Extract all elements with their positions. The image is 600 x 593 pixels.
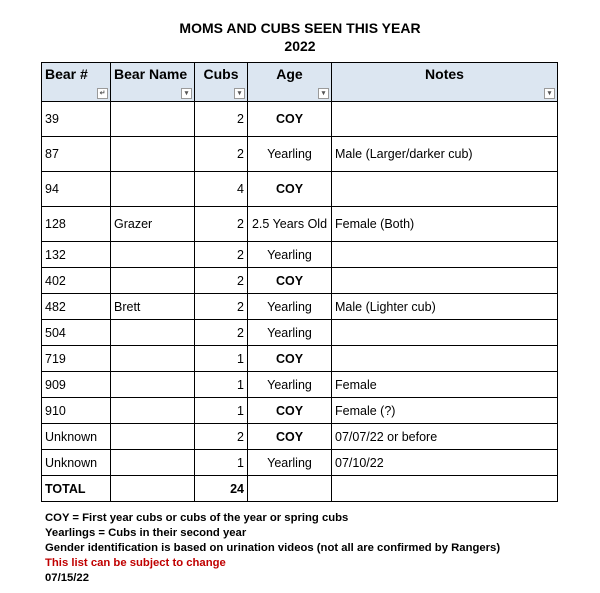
cell-bear-number: 910 [42, 398, 111, 424]
cell-bear-number: 402 [42, 268, 111, 294]
table-row [42, 172, 558, 207]
header-row [42, 63, 558, 102]
cell-cubs: 1 [195, 450, 248, 476]
cell-age: Yearling [248, 450, 332, 476]
total-cubs: 24 [195, 476, 248, 502]
document-title: MOMS AND CUBS SEEN THIS YEAR [179, 20, 421, 36]
cell-bear-number: 504 [42, 320, 111, 346]
cell-empty [111, 476, 195, 502]
cell-bear-number: 128 [42, 207, 111, 242]
cell-cubs: 2 [195, 137, 248, 172]
table-row [42, 137, 558, 172]
cell-bear-name [111, 424, 195, 450]
cell-cubs: 2 [195, 424, 248, 450]
cell-age: COY [248, 424, 332, 450]
cell-bear-number: 482 [42, 294, 111, 320]
cell-cubs: 4 [195, 172, 248, 207]
cell-empty [248, 476, 332, 502]
cell-bear-name [111, 268, 195, 294]
total-row [42, 476, 558, 502]
table-row [42, 242, 558, 268]
cell-age: COY [248, 172, 332, 207]
total-label: TOTAL [42, 476, 111, 502]
cell-notes: Female (?) [332, 398, 558, 424]
cell-bear-name [111, 372, 195, 398]
table-row [42, 102, 558, 137]
cell-age: Yearling [248, 242, 332, 268]
footer-date: 07/15/22 [45, 572, 89, 584]
table-row [42, 268, 558, 294]
footer-disclaimer: This list can be subject to change [45, 557, 226, 569]
table-row [42, 424, 558, 450]
filter-dropdown-icon[interactable]: ▾ [234, 88, 245, 99]
cell-bear-number: Unknown [42, 450, 111, 476]
cell-bear-number: 132 [42, 242, 111, 268]
cell-notes: 07/10/22 [332, 450, 558, 476]
cell-age: Yearling [248, 294, 332, 320]
cell-bear-number: 39 [42, 102, 111, 137]
table-row [42, 398, 558, 424]
cell-cubs: 2 [195, 207, 248, 242]
cell-cubs: 2 [195, 242, 248, 268]
moms-cubs-table [41, 62, 558, 502]
cell-age: 2.5 Years Old [248, 207, 332, 242]
document-year: 2022 [284, 38, 316, 54]
footer-notes [45, 511, 500, 586]
cell-empty [332, 476, 558, 502]
table-row [42, 294, 558, 320]
cell-cubs: 1 [195, 372, 248, 398]
cell-age: COY [248, 102, 332, 137]
cell-notes [332, 102, 558, 137]
cell-notes: Female [332, 372, 558, 398]
cell-cubs: 2 [195, 102, 248, 137]
cell-cubs: 2 [195, 294, 248, 320]
cell-bear-number: 909 [42, 372, 111, 398]
filter-dropdown-icon[interactable]: ▾ [181, 88, 192, 99]
cell-notes [332, 268, 558, 294]
cell-bear-name [111, 102, 195, 137]
cell-cubs: 2 [195, 320, 248, 346]
cell-bear-number: 94 [42, 172, 111, 207]
header-bear-number[interactable]: Bear # ↵ [42, 63, 111, 102]
table-row [42, 207, 558, 242]
cell-bear-name [111, 172, 195, 207]
footer-yearling-definition: Yearlings = Cubs in their second year [45, 527, 247, 539]
cell-cubs: 1 [195, 398, 248, 424]
cell-age: Yearling [248, 137, 332, 172]
header-cubs[interactable]: Cubs ▾ [195, 63, 248, 102]
cell-bear-name [111, 137, 195, 172]
cell-age: COY [248, 346, 332, 372]
cell-bear-name [111, 346, 195, 372]
header-notes[interactable]: Notes ▾ [332, 63, 558, 102]
cell-notes: 07/07/22 or before [332, 424, 558, 450]
filter-dropdown-icon[interactable]: ▾ [318, 88, 329, 99]
header-age[interactable]: Age ▾ [248, 63, 332, 102]
cell-notes [332, 172, 558, 207]
cell-bear-name: Brett [111, 294, 195, 320]
cell-bear-number: 719 [42, 346, 111, 372]
table-row [42, 450, 558, 476]
cell-cubs: 1 [195, 346, 248, 372]
cell-cubs: 2 [195, 268, 248, 294]
filter-sort-icon[interactable]: ↵ [97, 88, 108, 99]
cell-notes: Male (Lighter cub) [332, 294, 558, 320]
header-bear-name[interactable]: Bear Name ▾ [111, 63, 195, 102]
cell-notes [332, 320, 558, 346]
cell-bear-name [111, 320, 195, 346]
footer-coy-definition: COY = First year cubs or cubs of the year or spring cubs [45, 512, 349, 524]
cell-notes [332, 242, 558, 268]
cell-age: COY [248, 398, 332, 424]
cell-notes: Male (Larger/darker cub) [332, 137, 558, 172]
table-row [42, 346, 558, 372]
footer-gender-note: Gender identification is based on urination videos (not all are confirmed by Rangers) [45, 542, 501, 554]
filter-dropdown-icon[interactable]: ▾ [544, 88, 555, 99]
table-row [42, 320, 558, 346]
cell-bear-number: 87 [42, 137, 111, 172]
cell-bear-name: Grazer [111, 207, 195, 242]
cell-age: Yearling [248, 372, 332, 398]
cell-age: Yearling [248, 320, 332, 346]
cell-bear-name [111, 450, 195, 476]
cell-bear-name [111, 398, 195, 424]
cell-notes: Female (Both) [332, 207, 558, 242]
cell-bear-name [111, 242, 195, 268]
cell-age: COY [248, 268, 332, 294]
cell-bear-number: Unknown [42, 424, 111, 450]
table-row [42, 372, 558, 398]
cell-notes [332, 346, 558, 372]
